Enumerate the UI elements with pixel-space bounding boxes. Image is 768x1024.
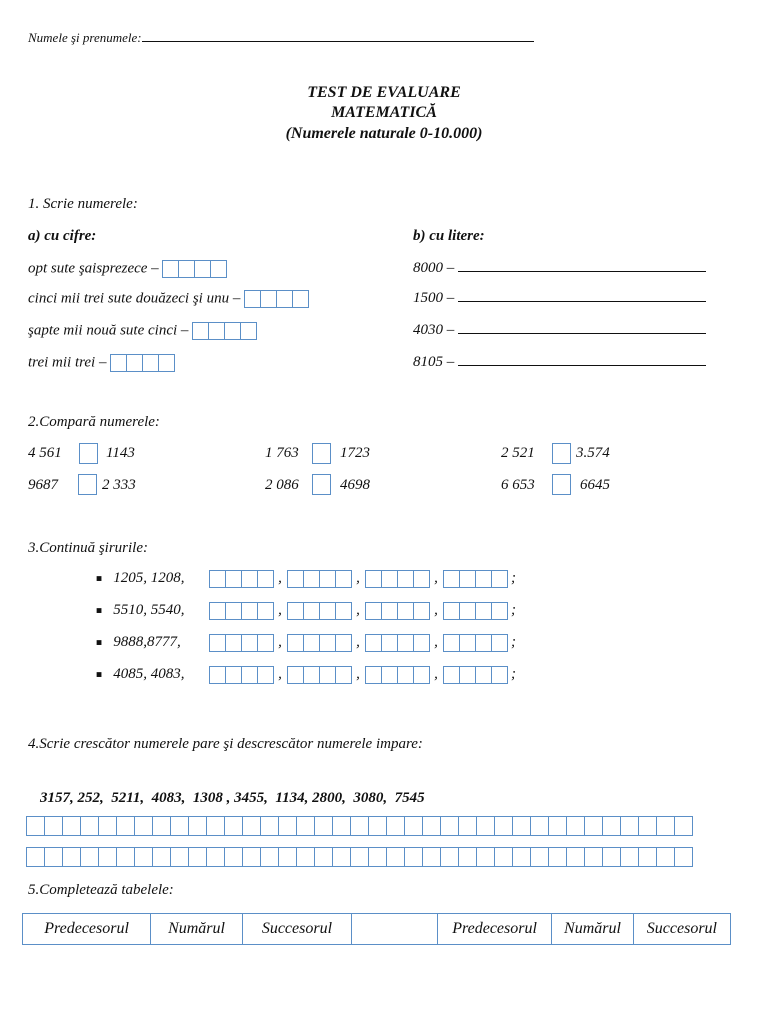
- compare-box[interactable]: [78, 474, 97, 495]
- table-divider-left: [352, 913, 437, 945]
- sequence-row: ■ 4085, 4083, , , , ;: [96, 666, 517, 683]
- compare-right: 4698: [340, 477, 370, 493]
- header-successor: Succesorul: [242, 914, 351, 945]
- ex1-a-item: cinci mii trei sute douăzeci şi unu –: [28, 290, 308, 308]
- compare-box[interactable]: [552, 474, 571, 495]
- compare-right: 1143: [106, 445, 135, 461]
- number-boxes[interactable]: [287, 666, 351, 684]
- number-boxes[interactable]: [443, 570, 507, 588]
- compare-right: 6645: [580, 477, 610, 493]
- digit-boxes[interactable]: [162, 260, 226, 278]
- number-boxes[interactable]: [443, 634, 507, 652]
- digit-boxes[interactable]: [110, 354, 174, 372]
- number-boxes[interactable]: [209, 602, 273, 620]
- title-line-1: TEST DE EVALUARE: [307, 84, 461, 101]
- number-boxes[interactable]: [287, 602, 351, 620]
- ex1-b-item: 8000 –: [413, 260, 706, 277]
- ex1-b-item: 1500 –: [413, 290, 706, 307]
- header-successor: Succesorul: [633, 914, 730, 945]
- compare-right: 1723: [340, 445, 370, 461]
- ex1-b-label: b) cu litere:: [413, 228, 485, 244]
- header-predecessor: Predecesorul: [23, 914, 151, 945]
- compare-box[interactable]: [552, 443, 571, 464]
- compare-left: 2 521: [501, 445, 535, 461]
- header-number: Numărul: [552, 914, 634, 945]
- number-boxes[interactable]: [209, 634, 273, 652]
- sequence-row: ■ 9888,8777, , , , ;: [96, 634, 517, 651]
- number-boxes[interactable]: [365, 634, 429, 652]
- ex5-title: 5.Completează tabelele:: [28, 882, 174, 898]
- ex3-title: 3.Continuă şirurile:: [28, 540, 149, 556]
- bullet-icon: ■: [96, 637, 103, 649]
- compare-left: 9687: [28, 477, 58, 493]
- ex4-title: 4.Scrie crescător numerele pare şi descrescător numerele impare:: [28, 736, 423, 752]
- answer-line[interactable]: [458, 333, 706, 334]
- name-label: Numele şi prenumele:: [28, 30, 142, 45]
- ex1-a-item: trei mii trei –: [28, 354, 174, 372]
- table-left: [22, 913, 352, 945]
- name-field[interactable]: [142, 41, 534, 42]
- ex1-b-item: 4030 –: [413, 322, 706, 339]
- compare-box[interactable]: [79, 443, 98, 464]
- ex1-a-item: şapte mii nouă sute cinci –: [28, 322, 256, 340]
- ex1-b-item: 8105 –: [413, 354, 706, 371]
- header-number: Numărul: [151, 914, 243, 945]
- compare-left: 1 763: [265, 445, 299, 461]
- bullet-icon: ■: [96, 669, 103, 681]
- number-boxes[interactable]: [365, 666, 429, 684]
- ex2-title: 2.Compară numerele:: [28, 414, 160, 430]
- digit-boxes[interactable]: [244, 290, 308, 308]
- number-boxes[interactable]: [287, 570, 351, 588]
- sequence-row: ■ 5510, 5540, , , , ;: [96, 602, 517, 619]
- number-boxes[interactable]: [365, 570, 429, 588]
- compare-right: 3.574: [576, 445, 610, 461]
- header-predecessor: Predecesorul: [438, 914, 552, 945]
- answer-line[interactable]: [458, 301, 706, 302]
- compare-left: 6 653: [501, 477, 535, 493]
- ex4-numbers: 3157, 252, 5211, 4083, 1308 , 3455, 1134, 2800, 3080, 7545: [40, 790, 425, 806]
- answer-line[interactable]: [458, 271, 706, 272]
- digit-boxes[interactable]: [192, 322, 256, 340]
- number-boxes[interactable]: [443, 666, 507, 684]
- answer-grid-odd[interactable]: [26, 847, 692, 867]
- answer-grid-even[interactable]: [26, 816, 692, 836]
- bullet-icon: ■: [96, 605, 103, 617]
- number-boxes[interactable]: [443, 602, 507, 620]
- number-boxes[interactable]: [209, 666, 273, 684]
- ex1-title: 1. Scrie numerele:: [28, 196, 138, 212]
- ex1-a-label: a) cu cifre:: [28, 228, 97, 244]
- name-line: [28, 30, 534, 46]
- compare-box[interactable]: [312, 443, 331, 464]
- bullet-icon: ■: [96, 573, 103, 585]
- title-line-2: MATEMATICĂ: [331, 104, 437, 121]
- number-boxes[interactable]: [365, 602, 429, 620]
- number-boxes[interactable]: [287, 634, 351, 652]
- title-line-3: (Numerele naturale 0-10.000): [285, 125, 483, 142]
- compare-left: 4 561: [28, 445, 62, 461]
- answer-line[interactable]: [458, 365, 706, 366]
- table-right: [437, 913, 731, 945]
- sequence-row: ■ 1205, 1208, , , , ;: [96, 570, 517, 587]
- compare-box[interactable]: [312, 474, 331, 495]
- compare-left: 2 086: [265, 477, 299, 493]
- compare-right: 2 333: [102, 477, 136, 493]
- ex1-a-item: opt sute şaisprezece –: [28, 260, 226, 278]
- number-boxes[interactable]: [209, 570, 273, 588]
